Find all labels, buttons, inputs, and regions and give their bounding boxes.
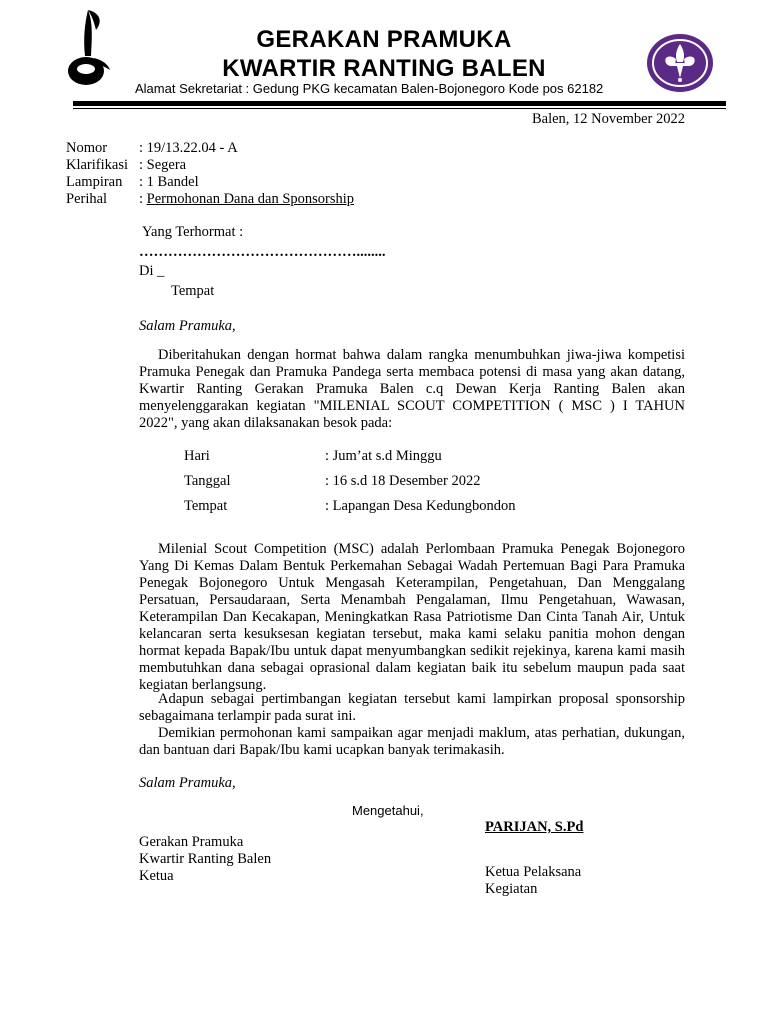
meta-key: Lampiran <box>66 174 123 190</box>
org-title-line1: GERAKAN PRAMUKA <box>256 26 512 53</box>
meta-row-nomor <box>66 140 238 157</box>
recipient-di: Di _ <box>139 263 165 279</box>
meta-row-klarifikasi <box>66 157 186 174</box>
paragraph-closing: Demikian permohonan kami sampaikan agar menjadi maklum, atas perhatian, dukungan, dan bantuan dari Bapak/Ibu kami ucapkan banyak terimakasih. <box>139 725 685 758</box>
org-title-line2: KWARTIR RANTING BALEN <box>222 55 546 82</box>
meta-value-prefix: : <box>139 191 147 207</box>
recipient-salutation: Yang Terhormat : <box>142 224 244 240</box>
detail-value-hari: : Jum’at s.d Minggu <box>325 448 442 464</box>
detail-value-tanggal: : 16 s.d 18 Desember 2022 <box>325 473 481 489</box>
signatory-right-title-line1: Ketua Pelaksana <box>485 864 582 880</box>
paragraph-msc: Milenial Scout Competition (MSC) adalah Perlombaan Pramuka Penegak Bojonegoro Yang Di Kemas Dalam Bentuk Perkemahan Sebagai Wadah Pertemuan Bagi Para Pramuka Penegak Bojonegoro Untuk Mengasah Keterampilan, Pengetahuan, Dan Menggalang Persatuan, Persaudaraan, Serta Menambah Pengalaman, Ilmu Pengetahuan, Wawasan, Keterampilan Dan Kecakapan, Meningkatkan Rasa Patriotisme Dan Cinta Tanah Air, Untuk kelancaran serta kesuksesan kegiatan tersebut, maka kami selaku panitia mohon dengan hormat kepada Bapak/Ibu untuk dapat menyumbangkan sedikit rejekinya, karena kami masih membutuhkan dana sebagai oprasional dalam kegiatan baik itu sebelum maupun pada saat kegiatan berlangsung. <box>139 541 685 693</box>
letter-date: Balen, 12 November 2022 <box>531 111 685 127</box>
closing-greeting: Salam Pramuka, <box>139 775 236 791</box>
header-rule-thick <box>73 101 726 106</box>
subject-value: Permohonan Dana dan Sponsorship <box>146 191 355 207</box>
greeting: Salam Pramuka, <box>139 318 236 334</box>
paragraph-intro: Diberitahukan dengan hormat bahwa dalam rangka menumbuhkan jiwa-jiwa kompetisi Pramuka Penegak dan Pramuka Pandega serta membaca potensi di masa yang akan datang, Kwartir Ranting Gerakan Pramuka Balen c.q Dewan Kerja Ranting Balen akan menyelenggarakan kegiatan "MILENIAL SCOUT COMPETITION ( MSC ) I TAHUN 2022", yang akan dilaksanakan besok pada: <box>139 347 685 431</box>
mengetahui-label: Mengetahui, <box>352 803 424 818</box>
meta-key: Perihal <box>66 191 108 207</box>
detail-key-tempat: Tempat <box>184 498 228 514</box>
detail-value-tempat: : Lapangan Desa Kedungbondon <box>325 498 516 514</box>
world-scout-emblem-icon <box>646 32 716 94</box>
meta-key: Nomor <box>66 140 108 156</box>
meta-row-lampiran <box>66 174 199 191</box>
detail-key-hari: Hari <box>184 448 210 464</box>
signatory-left-line1: Gerakan Pramuka <box>139 834 244 850</box>
signatory-name: PARIJAN, S.Pd <box>485 819 584 835</box>
org-address: Alamat Sekretariat : Gedung PKG kecamatan Balen-Bojonegoro Kode pos 62182 <box>135 81 604 96</box>
paragraph-proposal: Adapun sebagai pertimbangan kegiatan tersebut kami lampirkan proposal sponsorship sebagaimana terlampir pada surat ini. <box>139 691 685 724</box>
recipient-dots: ………………………………………........ <box>139 244 386 260</box>
meta-key: Klarifikasi <box>66 157 129 173</box>
meta-value: : Segera <box>139 157 187 173</box>
signatory-left-line2: Kwartir Ranting Balen <box>139 851 272 867</box>
meta-row-perihal <box>66 191 354 208</box>
header-rule-thin <box>73 108 726 109</box>
signatory-left-line3: Ketua <box>139 868 174 884</box>
signatory-right-title-line2: Kegiatan <box>485 881 538 897</box>
meta-value: : 1 Bandel <box>139 174 199 190</box>
detail-key-tanggal: Tanggal <box>184 473 231 489</box>
meta-value: : 19/13.22.04 - A <box>139 140 238 156</box>
recipient-tempat: Tempat <box>171 283 215 299</box>
